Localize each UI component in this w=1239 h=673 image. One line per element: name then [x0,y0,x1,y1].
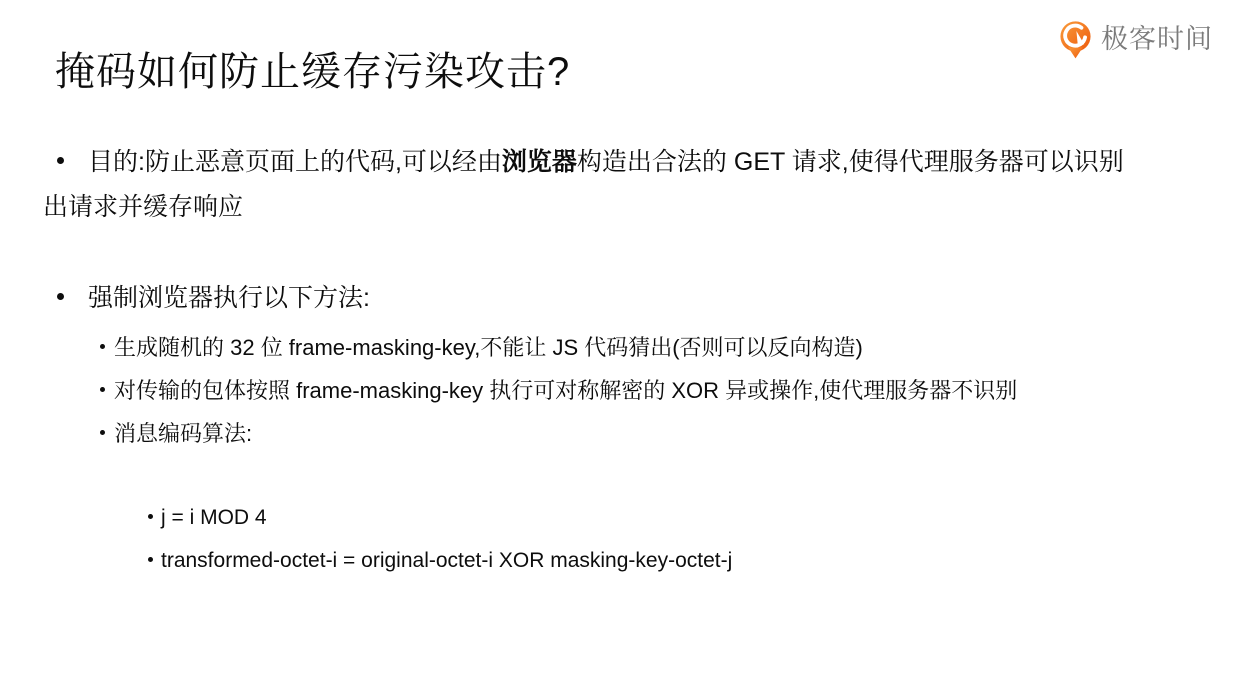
bullet-dot [100,369,114,412]
step-text: 生成随机的 32 位 frame-masking-key,不能让 JS 代码猜出(否则可以反向构造) [114,335,863,360]
algorithm-text: transformed-octet-i = original-octet-i XOR masking-key-octet-j [161,549,733,572]
page-title: 掩码如何防止缓存污染攻击? [55,50,571,94]
bullet-dot [57,140,88,185]
bullet-dot [100,412,114,455]
list-item [100,412,1135,455]
algorithm-text: j = i MOD 4 [161,506,267,529]
methods-step-list [100,326,1135,455]
bullet-dot [148,539,161,582]
step-text: 消息编码算法: [114,421,253,446]
geektime-logo [1057,20,1213,62]
bullet-purpose [43,140,1131,230]
list-item [148,539,1108,582]
bullet-methods [43,276,1131,321]
brand-name: 极客时间 [1101,23,1213,54]
bullet-dot [148,496,161,539]
bullet-dot [57,276,88,321]
methods-label: 强制浏览器执行以下方法: [88,284,370,312]
list-item [100,369,1135,412]
geektime-pin-icon [1057,20,1094,62]
step-text: 对传输的包体按照 frame-masking-key 执行可对称解密的 XOR 异或操作,使代理服务器不识别 [114,378,1018,403]
purpose-text-bold: 浏览器 [501,148,577,176]
purpose-text-post: 构造出合法的 GET 请求,使得代理服务器可以识别出请求并缓存响应 [43,148,1124,221]
list-item [100,326,1135,369]
purpose-text-pre: 目的:防止恶意页面上的代码,可以经由 [88,148,502,176]
list-item [148,496,1108,539]
bullet-dot [100,326,114,369]
algorithm-list [148,496,1108,582]
